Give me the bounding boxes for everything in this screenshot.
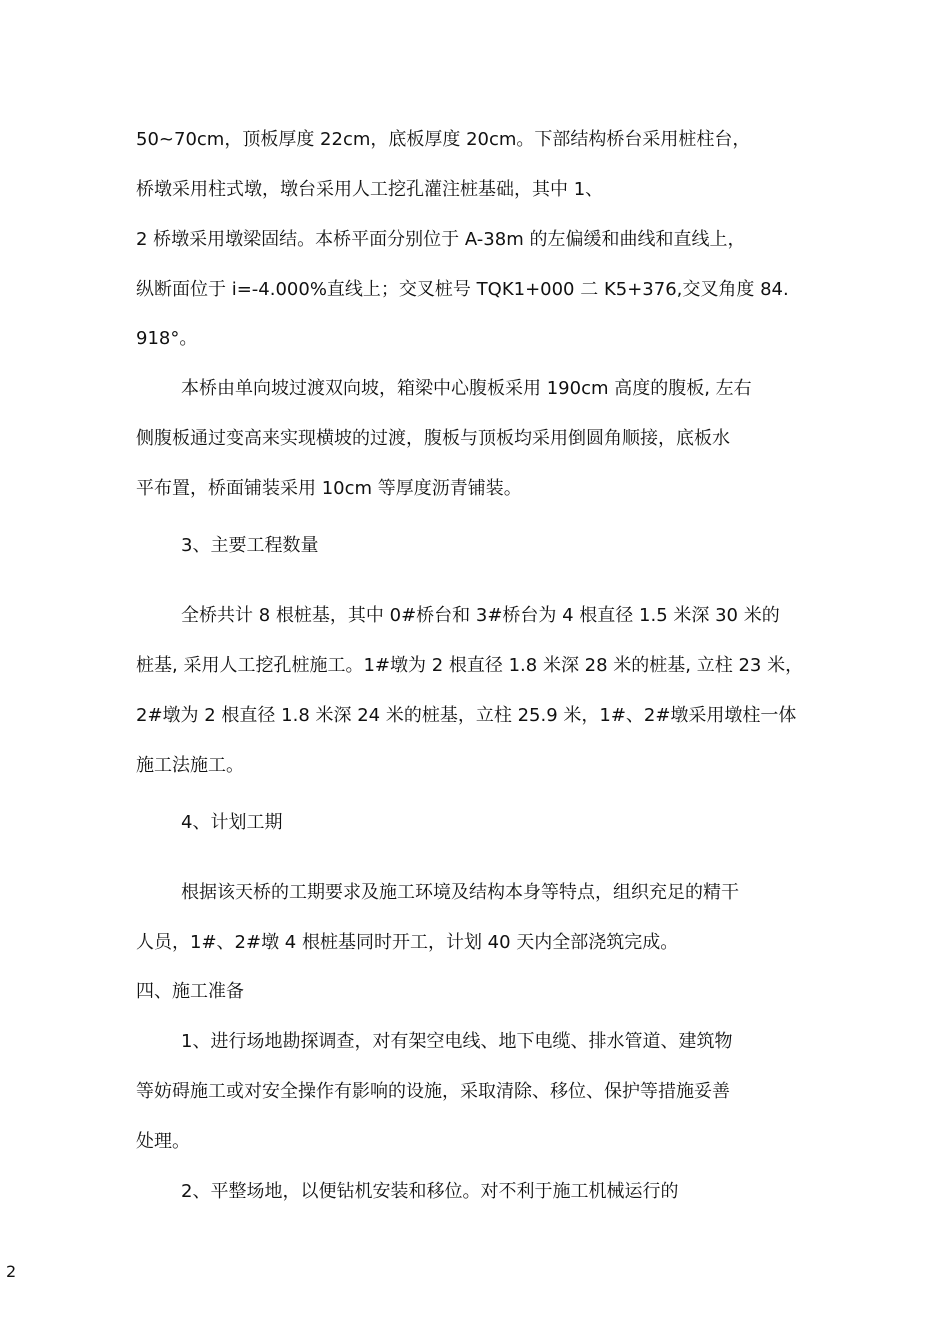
text-line: 平布置，桥面铺装采用 10cm 等厚度沥青铺装。: [136, 478, 522, 499]
text-line: 1、进行场地勘探调查，对有架空电线、地下电缆、排水管道、建筑物: [181, 1031, 733, 1052]
text-line: 2#墩为 2 根直径 1.8 米深 24 米的桩基，立柱 25.9 米，1#、2#墩采用墩柱一体: [136, 705, 797, 726]
section-heading: 4、计划工期: [181, 812, 283, 833]
page-number: 2: [6, 1262, 17, 1281]
text-line: 等妨碍施工或对安全操作有影响的设施，采取清除、移位、保护等措施妥善: [136, 1081, 730, 1102]
text-line: 施工法施工。: [136, 755, 244, 776]
text-line: 桥墩采用柱式墩，墩台采用人工挖孔灌注桩基础，其中 1、: [136, 179, 604, 200]
text-line: 根据该天桥的工期要求及施工环境及结构本身等特点，组织充足的精干: [181, 882, 739, 903]
text-line: 桩基, 采用人工挖孔桩施工。1#墩为 2 根直径 1.8 米深 28 米的桩基, 立柱 23 米，: [136, 655, 804, 676]
text-line: 人员，1#、2#墩 4 根桩基同时开工，计划 40 天内全部浇筑完成。: [136, 932, 679, 953]
text-line: 2 桥墩采用墩梁固结。本桥平面分别位于 A-38m 的左偏缓和曲线和直线上，: [136, 229, 746, 250]
section-heading: 3、主要工程数量: [181, 535, 319, 556]
text-line: 918°。: [136, 328, 198, 349]
text-line: 全桥共计 8 根桩基，其中 0#桥台和 3#桥台为 4 根直径 1.5 米深 30 米的: [181, 605, 780, 626]
text-line: 本桥由单向坡过渡双向坡，箱梁中心腹板采用 190cm 高度的腹板, 左右: [181, 378, 752, 399]
text-line: 处理。: [136, 1131, 190, 1152]
text-line: 50~70cm，顶板厚度 22cm，底板厚度 20cm。下部结构桥台采用桩柱台，: [136, 129, 751, 150]
text-line: 侧腹板通过变高来实现横坡的过渡，腹板与顶板均采用倒圆角顺接，底板水: [136, 428, 730, 449]
text-line: 2、平整场地，以便钻机安装和移位。对不利于施工机械运行的: [181, 1181, 679, 1202]
text-line: 纵断面位于 i=-4.000%直线上；交叉桩号 TQK1+000 二 K5+376,交叉角度 84.: [136, 279, 789, 300]
section-heading: 四、施工准备: [136, 981, 244, 1002]
